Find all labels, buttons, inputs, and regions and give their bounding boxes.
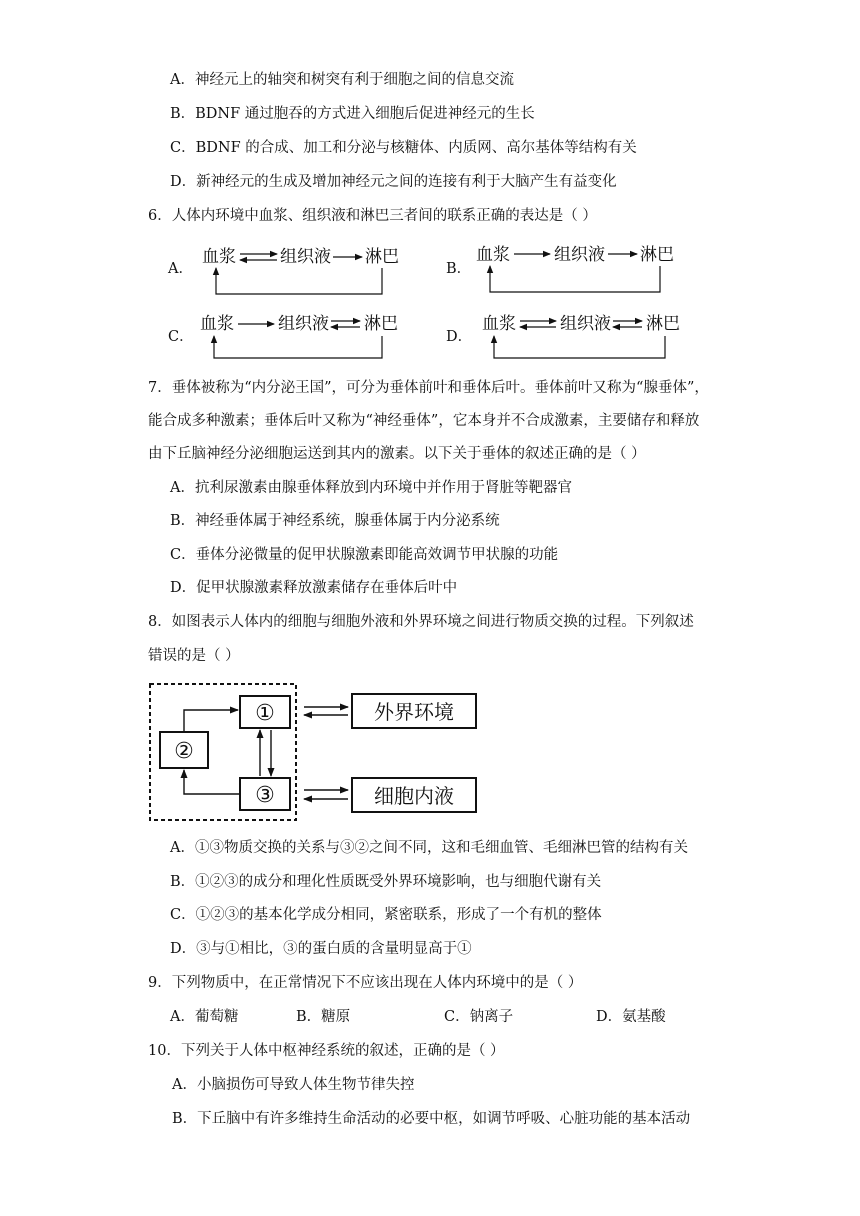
q9-option-c: C．钠离子	[444, 1009, 514, 1025]
q9-option-b: B．糖原	[296, 1009, 351, 1025]
q6a-plasma: 血浆	[202, 247, 236, 267]
q6b-plasma: 血浆	[476, 245, 510, 265]
q10-option-a: A．小脑损伤可导致人体生物节律失控	[172, 1077, 415, 1093]
q6c-tissue: 组织液	[278, 314, 329, 334]
q6-options-diagrams	[160, 236, 700, 366]
q5-option-b: B．BDNF 通过胞吞的方式进入细胞后促进神经元的生长	[170, 106, 535, 122]
q6-label-b: B．	[446, 261, 472, 277]
q6a-tissue: 组织液	[280, 247, 331, 267]
q8-stem-line-1: 8．如图表示人体内的细胞与细胞外液和外界环境之间进行物质交换的过程。下列叙述	[148, 614, 694, 630]
q6b-lymph: 淋巴	[640, 245, 674, 265]
q6-diagram-d	[446, 314, 680, 358]
q8-option-c: C．①②③的基本化学成分相同，紧密联系，形成了一个有机的整体	[170, 907, 602, 923]
q8-stem-line-2: 错误的是（ ）	[148, 648, 240, 664]
q6-diagram-a	[167, 247, 399, 294]
q6-label-a: A．	[168, 261, 193, 277]
q8-exchange-diagram	[148, 682, 488, 824]
q10-stem: 10．下列关于人体中枢神经系统的叙述，正确的是（ ）	[148, 1043, 505, 1059]
q8-option-a: A．①③物质交换的关系与③②之间不同，这和毛细血管、毛细淋巴管的结构有关	[170, 840, 688, 856]
q9-option-d: D．氨基酸	[596, 1009, 666, 1025]
q5-option-c: C．BDNF 的合成、加工和分泌与核糖体、内质网、高尔基体等结构有关	[170, 140, 637, 156]
q6a-lymph: 淋巴	[365, 247, 399, 267]
q6c-plasma: 血浆	[200, 314, 234, 334]
intracellular-fluid-label: 细胞内液	[374, 784, 454, 808]
q7-stem-line-1: 7．垂体被称为“内分泌王国”，可分为垂体前叶和垂体后叶。垂体前叶又称为“腺垂体”，	[148, 380, 709, 396]
q7-option-b: B．神经垂体属于神经系统，腺垂体属于内分泌系统	[170, 513, 500, 529]
q7-option-a: A．抗利尿激素由腺垂体释放到内环境中并作用于肾脏等靶器官	[170, 480, 572, 496]
box-2-label: ②	[174, 739, 194, 764]
q8-option-d: D．③与①相比，③的蛋白质的含量明显高于①	[170, 941, 472, 957]
q6-diagram-c	[168, 314, 398, 358]
q9-option-a: A．葡萄糖	[170, 1009, 239, 1025]
q7-stem-line-3: 由下丘脑神经分泌细胞运送到其内的激素。以下关于垂体的叙述正确的是（ ）	[148, 446, 646, 462]
q7-stem-line-2: 能合成多种激素；垂体后叶又称为“神经垂体”，它本身并不合成激素，主要储存和释放	[148, 413, 700, 429]
q5-option-d: D．新神经元的生成及增加神经元之间的连接有利于大脑产生有益变化	[170, 174, 617, 190]
q6-stem: 6．人体内环境中血浆、组织液和淋巴三者间的联系正确的表达是（ ）	[148, 208, 597, 224]
box-3-label: ③	[255, 783, 275, 808]
external-environment-label: 外界环境	[374, 700, 454, 724]
q9-stem: 9．下列物质中，在正常情况下不应该出现在人体内环境中的是（ ）	[148, 975, 583, 991]
q6-label-d: D．	[446, 329, 473, 345]
q5-option-a: A．神经元上的轴突和树突有利于细胞之间的信息交流	[170, 72, 514, 88]
q6d-tissue: 组织液	[560, 314, 611, 334]
q10-option-b: B．下丘脑中有许多维持生命活动的必要中枢，如调节呼吸、心脏功能的基本活动	[172, 1111, 691, 1127]
q6-diagram-b	[446, 245, 674, 292]
q7-option-d: D．促甲状腺激素释放激素储存在垂体后叶中	[170, 580, 458, 596]
q6d-lymph: 淋巴	[646, 314, 680, 334]
q6b-tissue: 组织液	[554, 245, 605, 265]
q6d-plasma: 血浆	[482, 314, 516, 334]
q7-option-c: C．垂体分泌微量的促甲状腺激素即能高效调节甲状腺的功能	[170, 547, 559, 563]
q6-label-c: C．	[168, 329, 194, 345]
box-1-label: ①	[255, 701, 275, 726]
q6c-lymph: 淋巴	[364, 314, 398, 334]
q8-option-b: B．①②③的成分和理化性质既受外界环境影响，也与细胞代谢有关	[170, 874, 602, 890]
